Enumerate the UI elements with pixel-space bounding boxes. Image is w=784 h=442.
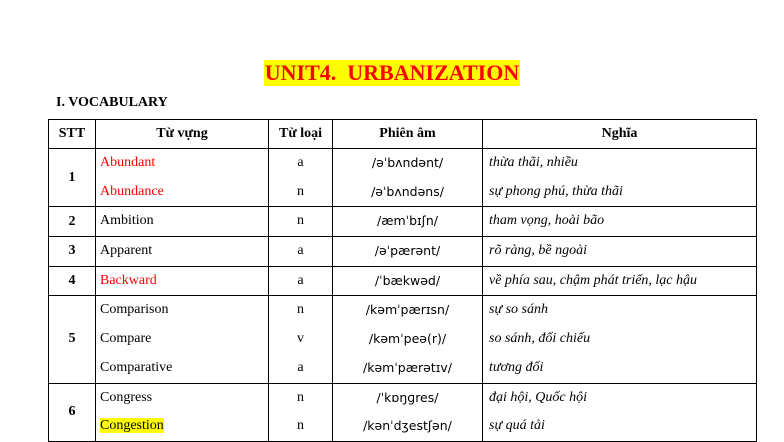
vocab-word: Comparative [100,359,173,375]
table-row [49,207,757,237]
pronunciation-cell [333,296,483,383]
row-number: 4 [49,266,96,296]
row-number: 2 [49,207,96,237]
vocab-word: Ambition [100,213,154,229]
vocab-word: Apparent [100,243,153,259]
part-of-speech: n [297,183,304,199]
vocab-word: Congress [100,389,153,405]
pronunciation: /æmˈbɪʃn/ [376,213,438,229]
pronunciation: /əˈbʌndənt/ [371,155,444,170]
pronunciation: /ˈkɒŋɡres/ [376,389,439,405]
part-of-speech: n [297,302,304,318]
part-of-speech: n [297,389,304,405]
pronunciation: /əˈpærənt/ [374,243,441,259]
vocab-word: Backward [100,272,157,288]
part-of-speech: a [297,359,304,375]
table-row [49,149,757,207]
table-row [49,296,757,383]
pronunciation: /kəmˈpærɪsn/ [365,302,450,318]
header-meaning: Nghĩa [483,120,757,149]
page-title: UNIT4. URBANIZATION [264,60,520,85]
meaning: so sánh, đối chiếu [489,331,591,347]
pronunciation-cell [333,237,483,267]
meaning: tham vọng, hoài bão [489,213,605,229]
row-number: 1 [49,149,96,207]
meaning: tương đối [489,359,544,375]
row-number: 3 [49,237,96,267]
vocab-word-cell [96,266,269,296]
part-of-speech-cell [269,266,333,296]
meaning: thừa thãi, nhiều [489,155,578,170]
part-of-speech: v [297,331,304,347]
title-container [0,60,784,86]
part-of-speech: n [297,213,304,229]
meaning: đại hội, Quốc hội [489,389,587,405]
meaning: sự quá tải [489,418,545,434]
vocab-word: Congestion [100,418,164,434]
meaning: sự phong phú, thừa thãi [489,183,623,199]
meaning-cell [483,149,757,207]
vocab-word-cell [96,237,269,267]
pronunciation: /kəmˈpærətɪv/ [363,359,452,375]
pronunciation-cell [333,149,483,207]
vocab-word-cell [96,207,269,237]
vocab-word: Abundance [100,183,164,199]
meaning-cell [483,296,757,383]
row-number: 6 [49,383,96,441]
pronunciation: /kənˈdʒestʃən/ [363,418,452,434]
table-row [49,237,757,267]
table-row [49,266,757,296]
vocab-word: Compare [100,331,152,347]
part-of-speech: a [297,155,304,170]
pronunciation: /ˈbækwəd/ [374,272,441,288]
part-of-speech: a [297,243,304,259]
table-row [49,383,757,441]
pronunciation-cell [333,383,483,441]
part-of-speech: a [297,272,304,288]
vocab-word-cell [96,296,269,383]
pronunciation-cell [333,266,483,296]
header-stt: STT [49,120,96,149]
pronunciation: /əˈbʌndəns/ [371,183,444,199]
row-number: 5 [49,296,96,383]
part-of-speech-cell [269,237,333,267]
header-pronunciation: Phiên âm [333,120,483,149]
part-of-speech-cell [269,207,333,237]
header-part-of-speech: Từ loại [269,120,333,149]
header-word: Từ vựng [96,120,269,149]
meaning-cell [483,237,757,267]
vocab-word: Abundant [100,155,156,170]
part-of-speech-cell [269,383,333,441]
section-heading: I. VOCABULARY [56,95,168,110]
meaning: rõ ràng, bề ngoài [489,243,587,259]
table-body [49,149,757,442]
meaning: về phía sau, chậm phát triển, lạc hậu [489,272,698,288]
meaning: sự so sánh [489,302,548,318]
meaning-cell [483,383,757,441]
part-of-speech-cell [269,296,333,383]
pronunciation-cell [333,207,483,237]
vocab-word-cell [96,383,269,441]
part-of-speech: n [297,418,304,434]
part-of-speech-cell [269,149,333,207]
vocabulary-table [48,119,757,442]
vocab-word-cell [96,149,269,207]
table-header-row [49,120,757,149]
pronunciation: /kəmˈpeə(r)/ [368,331,447,347]
vocab-word: Comparison [100,302,169,318]
meaning-cell [483,207,757,237]
meaning-cell [483,266,757,296]
